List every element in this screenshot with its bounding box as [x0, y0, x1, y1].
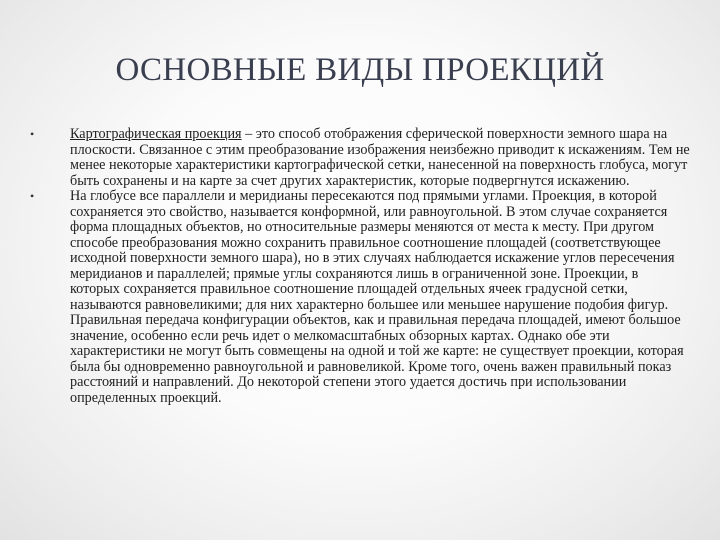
bullet-list	[30, 127, 690, 406]
bullet-item-projection-definition	[30, 127, 690, 189]
bullet-text: – это способ отображения сферической поверхности земного шара на плоскости. Связанное с этим преобразование изображения неизбежно приводит к искажениям. Тем не менее некоторые характеристики картографической сетки, нанесенной на поверхность глобуса, могут быть сохранены и на карте за счет других характеристик, которые подвергнутся искажению.	[70, 126, 690, 189]
bullet-icon: •	[30, 189, 35, 203]
bullet-text: На глобусе все параллели и меридианы пересекаются под прямыми углами. Проекция, в которой сохраняется это свойство, называется конформной, или равноугольной. В этом случае сохраняется форма площадных объектов, но относительные размеры меняются от места к месту. При другом способе преобразования можно сохранить правильное соотношение площадей (соответствующее исходной поверхности земного шара), но в этих случаях наблюдается искажение углов пересечения меридианов и параллелей; прямые углы сохраняются лишь в ограниченной зоне. Проекции, в которых сохраняется правильное соотношение площадей отдельных ячеек градусной сетки, называются равновеликими; для них характерно большее или меньшее нарушение подобия фигур. Правильная передача конфигурации объектов, как и правильная передача площадей, имеют большое значение, особенно если речь идет о мелкомасштабных обзорных картах. Однако обе эти характеристики не могут быть совмещены на одной и той же карте: не существует проекции, которая была бы одновременно равноугольной и равновеликой. Кроме того, очень важен правильный показ расстояний и направлений. До некоторой степени этого удается достичь при использовании определенных проекций.	[70, 188, 684, 406]
bullet-item-projection-properties	[30, 189, 690, 406]
term-cartographic-projection: Картографическая проекция	[70, 126, 242, 142]
slide-title: ОСНОВНЫЕ ВИДЫ ПРОЕКЦИЙ	[115, 52, 605, 88]
bullet-icon: •	[30, 127, 35, 141]
